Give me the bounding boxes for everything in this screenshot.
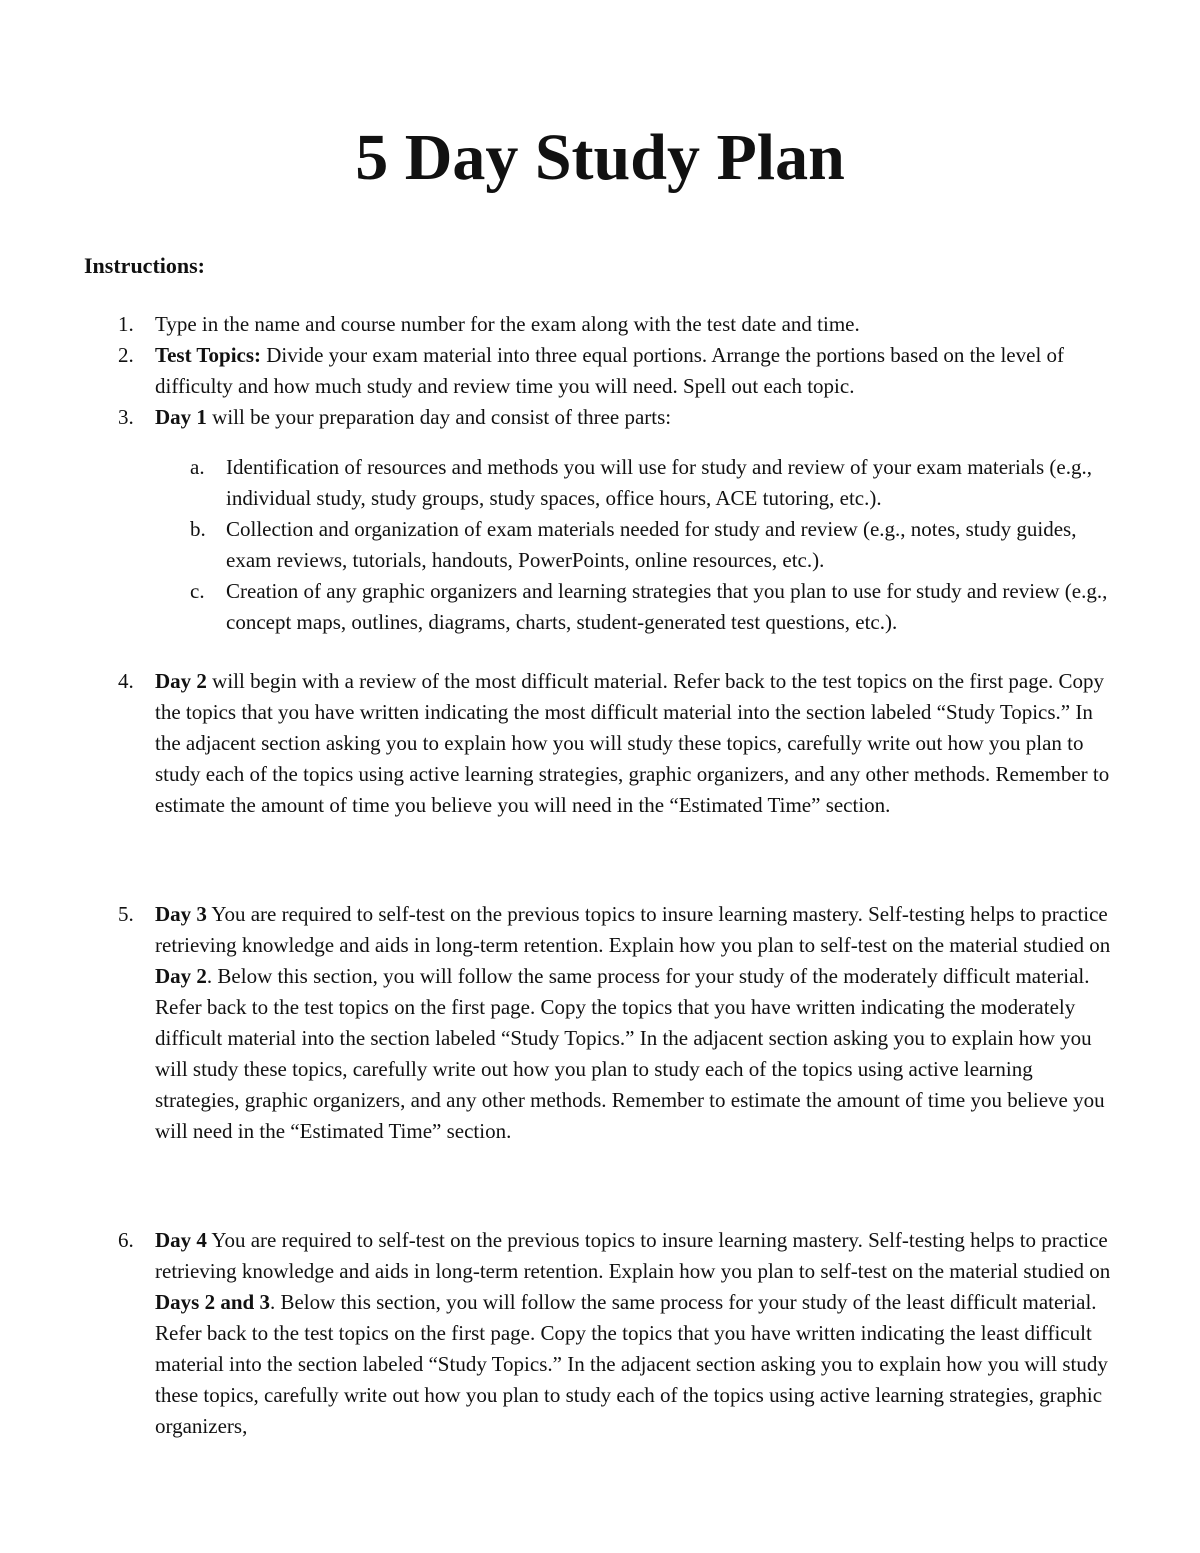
list-item-4 <box>0 666 1200 821</box>
sublist-text: Collection and organization of exam materials needed for study and review (e.g., notes, study guides, exam reviews, tutorials, handouts, PowerPoints, online resources, etc.). <box>226 517 1077 572</box>
instruction-item-6 <box>0 1225 1200 1442</box>
list-item-5 <box>0 899 1200 1147</box>
list-lead: Day 3 <box>155 902 207 926</box>
list-lead: Day 2 <box>155 669 207 693</box>
sublist-item-c <box>0 576 1200 638</box>
sublist-text: Creation of any graphic organizers and learning strategies that you plan to use for study and review (e.g., concept maps, outlines, diagrams, charts, student-generated test questions, etc.). <box>226 579 1108 634</box>
list-text: Type in the name and course number for the exam along with the test date and time. <box>155 312 860 336</box>
list-number: 4. <box>118 669 134 693</box>
sublist-letter: b. <box>190 517 206 541</box>
list-text: will begin with a review of the most difficult material. Refer back to the test topics on the first page. Copy the topics that you have written indicating the most difficult material into the section labeled “Study Topics.” In the adjacent section asking you to explain how you will study these topics, carefully write out how you plan to study each of the topics using active learning strategies, graphic organizers, and any other methods. Remember to estimate the amount of time you believe you will need in the “Estimated Time” section. <box>155 669 1110 817</box>
list-text: will be your preparation day and consist of three parts: <box>206 405 672 429</box>
list-number: 5. <box>118 902 134 926</box>
list-lead: Day 4 <box>155 1228 207 1252</box>
list-number: 3. <box>118 405 134 429</box>
sublist-item-b <box>0 514 1200 576</box>
list-number: 6. <box>118 1228 134 1252</box>
list-text: Divide your exam material into three equal portions. Arrange the portions based on the level of difficulty and how much study and review time you will need. Spell out each topic. <box>155 343 1065 398</box>
instructions-heading: Instructions: <box>84 253 206 278</box>
instruction-list-top <box>0 309 1200 433</box>
list-bold-reference: Day 2 <box>155 964 207 988</box>
list-item-3 <box>0 402 1200 433</box>
instruction-sublist <box>0 452 1200 638</box>
list-text: . Below this section, you will follow the same process for your study of the least difficult material. Refer back to the test topics on the first page. Copy the topics that you have written indicating the least difficult material into the section labeled “Study Topics.” In the adjacent section asking you to explain how you will study these topics, carefully write out how you plan to study each of the topics using active learning strategies, graphic organizers, <box>155 1290 1108 1438</box>
page-title: 5 Day Study Plan <box>355 121 845 194</box>
list-lead: Test Topics: <box>155 343 262 367</box>
list-item-2 <box>0 340 1200 402</box>
list-text: You are required to self-test on the previous topics to insure learning mastery. Self-testing helps to practice retrieving knowledge and aids in long-term retention. Explain how you plan to self-test on the material studied on <box>155 1228 1111 1283</box>
list-lead: Day 1 <box>155 405 207 429</box>
sublist-letter: a. <box>190 455 205 479</box>
list-text: . Below this section, you will follow the same process for your study of the moderately difficult material. Refer back to the test topics on the first page. Copy the topics that you have written indicating the moderately difficult material into the section labeled “Study Topics.” In the adjacent section asking you to explain how you will study these topics, carefully write out how you plan to study each of the topics using active learning strategies, graphic organizers, and any other methods. Remember to estimate the amount of time you believe you will need in the “Estimated Time” section. <box>155 964 1105 1143</box>
sublist-item-a <box>0 452 1200 514</box>
instruction-item-5 <box>0 899 1200 1147</box>
list-text: You are required to self-test on the previous topics to insure learning mastery. Self-testing helps to practice retrieving knowledge and aids in long-term retention. Explain how you plan to self-test on the material studied on <box>155 902 1111 957</box>
list-number: 1. <box>118 312 134 336</box>
sublist-letter: c. <box>190 579 205 603</box>
list-bold-reference: Days 2 and 3 <box>155 1290 270 1314</box>
list-item-6 <box>0 1225 1200 1442</box>
list-item-1 <box>0 309 1200 340</box>
list-number: 2. <box>118 343 134 367</box>
sublist-text: Identification of resources and methods you will use for study and review of your exam materials (e.g., individual study, study groups, study spaces, office hours, ACE tutoring, etc.). <box>226 455 1092 510</box>
instruction-item-4 <box>0 666 1200 821</box>
